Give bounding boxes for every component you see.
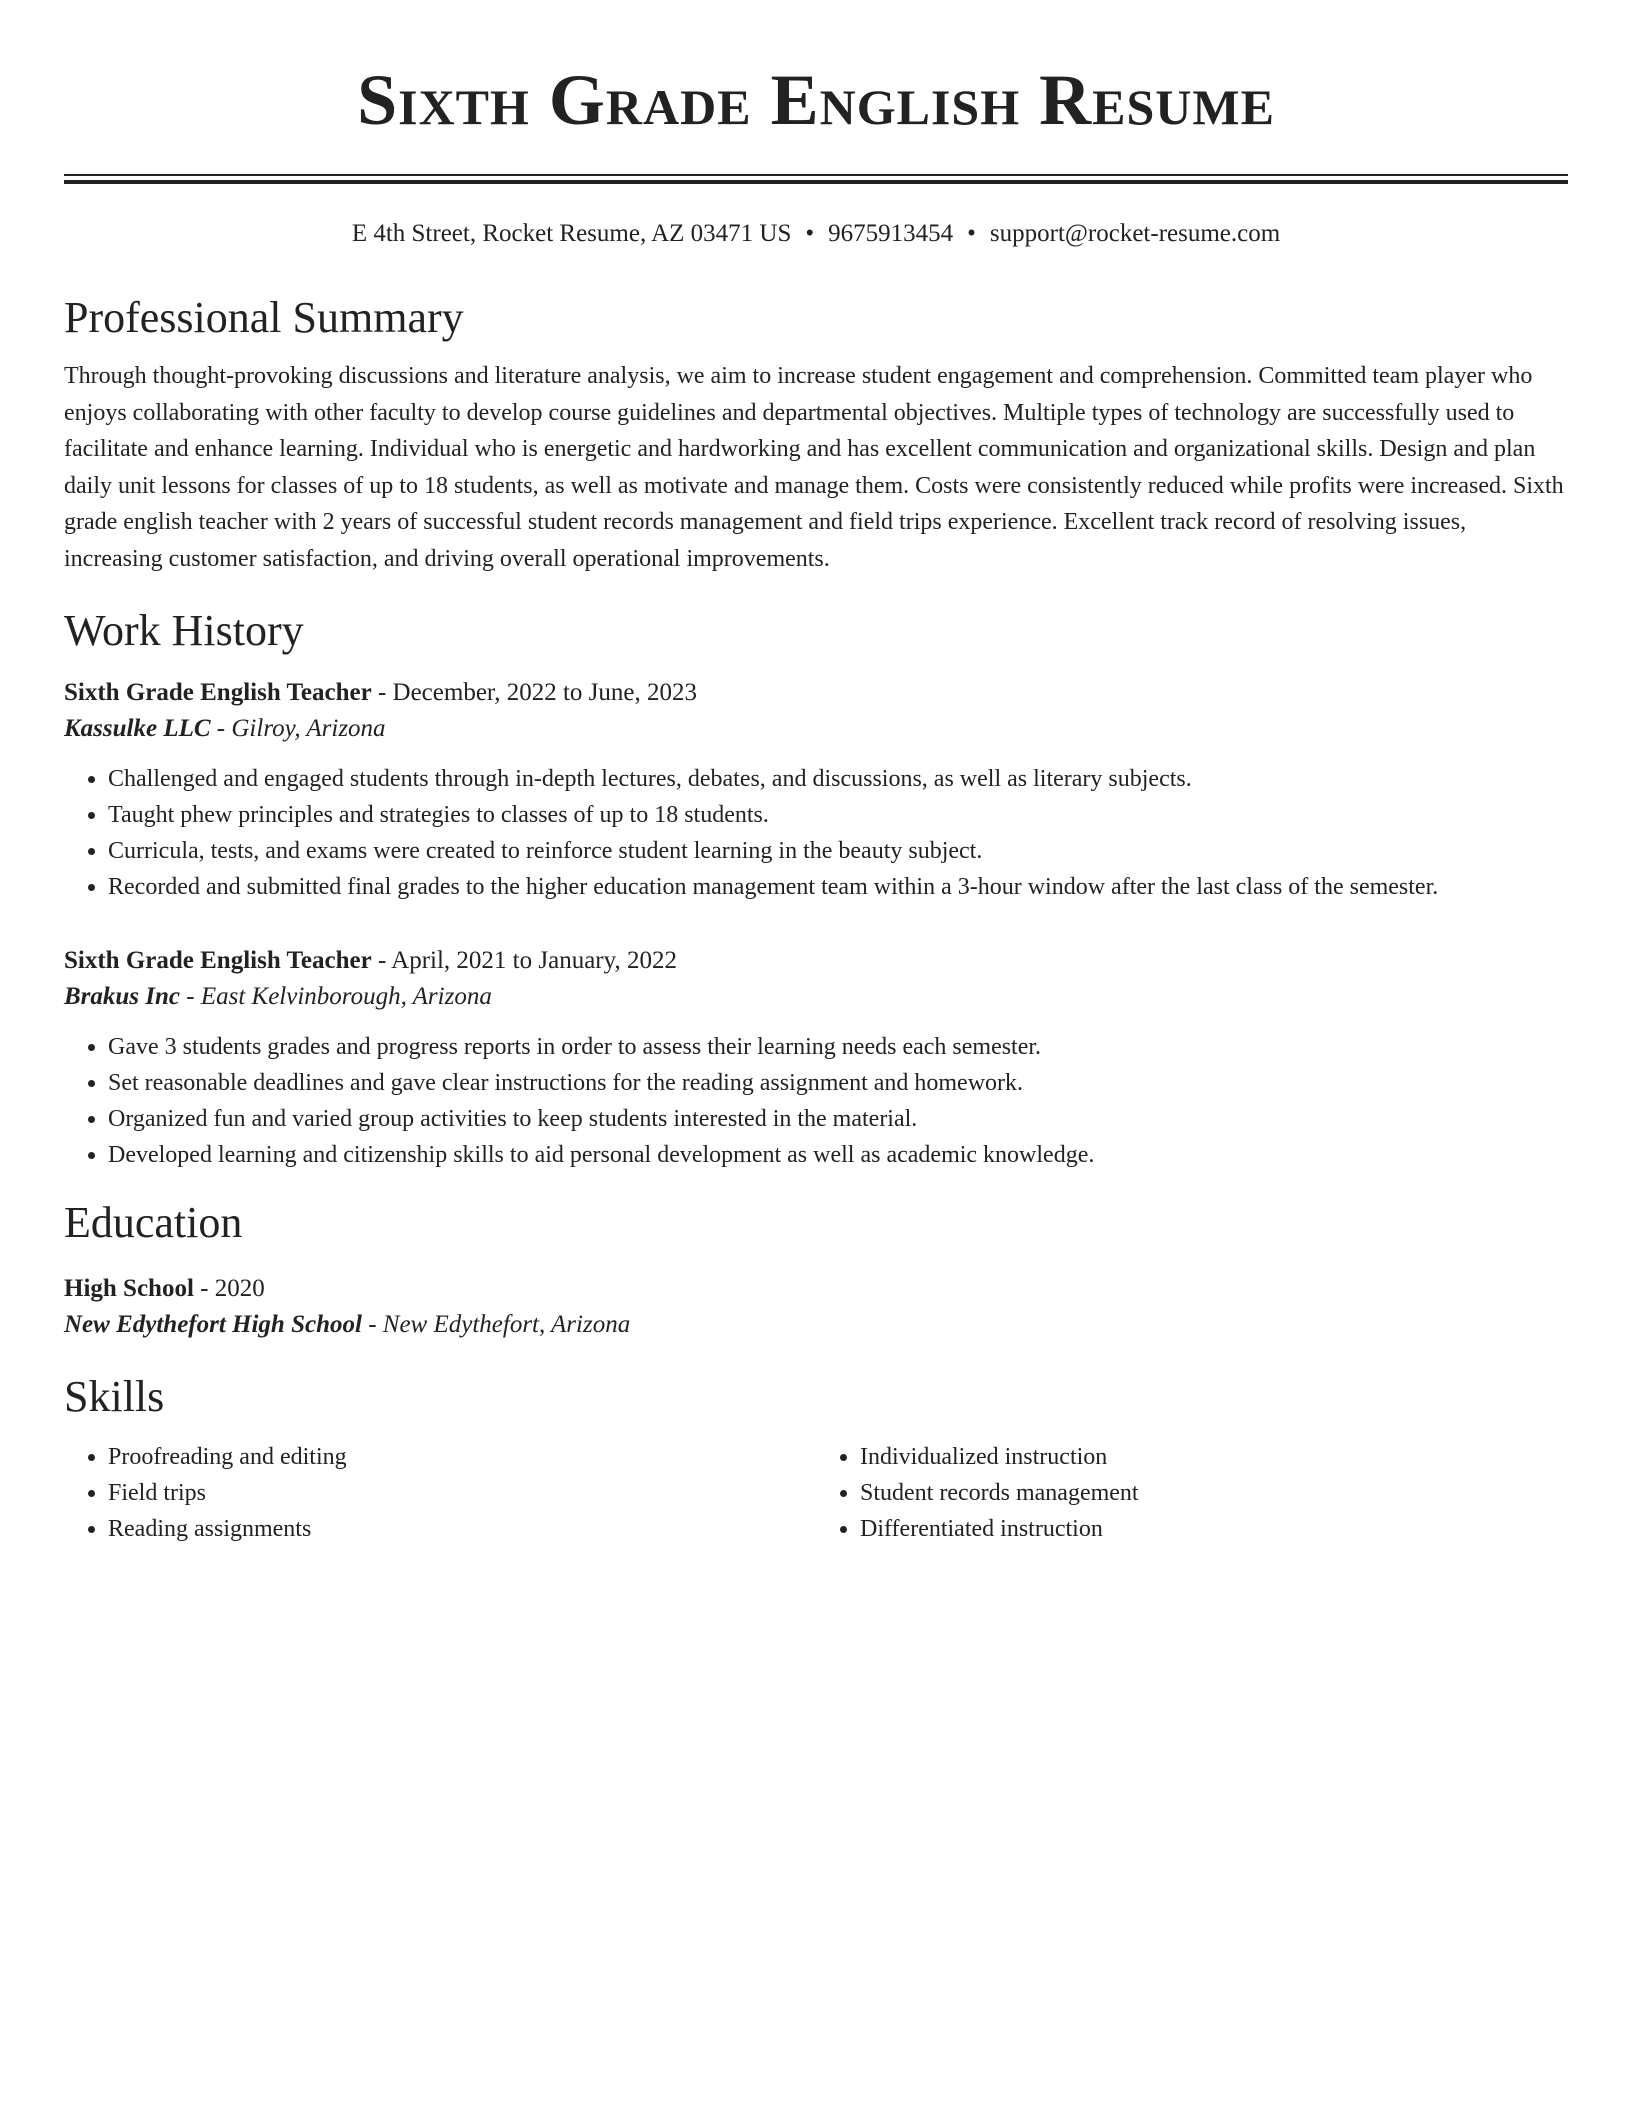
job-company-line	[64, 979, 1568, 1015]
summary-heading: Professional Summary	[64, 293, 464, 342]
skills-heading: Skills	[64, 1372, 165, 1421]
job-bullet: • Recorded and submitted final grades to the higher education management team within a 3-hour window after the last class of the semester.	[108, 869, 1568, 905]
education-degree-line	[64, 1271, 1568, 1307]
contact-phone: 9675913454	[828, 220, 954, 247]
contact-email: support@rocket-resume.com	[989, 220, 1281, 247]
skills-columns	[64, 1439, 1568, 1547]
education-school-line	[64, 1307, 1568, 1343]
job-location: - Gilroy, Arizona	[210, 715, 386, 742]
education-degree: High School	[64, 1275, 194, 1302]
job-title-line	[64, 675, 1568, 711]
contact-address: E 4th Street, Rocket Resume, AZ 03471 US	[351, 220, 792, 247]
job-title: Sixth Grade English Teacher	[64, 947, 372, 974]
job-entry	[64, 943, 1568, 1173]
title-divider	[64, 174, 1568, 184]
job-bullets	[64, 761, 1568, 905]
job-bullet: • Set reasonable deadlines and gave clear instructions for the reading assignment and homework.	[108, 1065, 1568, 1101]
education-school: New Edythefort High School	[64, 1311, 362, 1338]
education-heading: Education	[64, 1198, 243, 1247]
work-history-section	[64, 605, 1568, 1173]
job-bullet: • Curricula, tests, and exams were created to reinforce student learning in the beauty subject.	[108, 833, 1568, 869]
job-dates: - December, 2022 to June, 2023	[371, 679, 698, 706]
job-entry	[64, 675, 1568, 905]
skills-section	[64, 1371, 1568, 1547]
skill-item: • Differentiated instruction	[860, 1511, 1568, 1547]
education-location: - New Edythefort, Arizona	[361, 1311, 631, 1338]
resume-title: Sixth Grade English Resume	[357, 60, 1275, 140]
summary-section	[64, 292, 1568, 577]
contact-separator: •	[805, 220, 815, 247]
contact-separator: •	[967, 220, 976, 247]
education-section	[64, 1197, 1568, 1343]
education-year: - 2020	[193, 1275, 265, 1302]
job-company-line	[64, 711, 1568, 747]
job-company: Kassulke LLC	[64, 715, 211, 742]
job-bullet: • Developed learning and citizenship skills to aid personal development as well as academic knowledge.	[108, 1137, 1568, 1173]
job-bullets	[64, 1029, 1568, 1173]
job-company: Brakus Inc	[64, 983, 181, 1010]
job-title-line	[64, 943, 1568, 979]
job-bullet: • Taught phew principles and strategies to classes of up to 18 students.	[108, 797, 1568, 833]
skill-item: • Individualized instruction	[860, 1439, 1568, 1475]
skill-item: • Reading assignments	[108, 1511, 816, 1547]
summary-text: Through thought-provoking discussions and literature analysis, we aim to increase student engagement and comprehension. Committed team player who enjoys collaborating with other faculty to develop course guidelines and departmental objectives. Multiple types of technology are successfully used to facilitate and enhance learning. Individual who is energetic and hardworking and has excellent communication and organizational skills. Design and plan daily unit lessons for classes of up to 18 students, as well as motivate and manage them. Costs were consistently reduced while profits were increased. Sixth grade english teacher with 2 years of successful student records management and field trips experience. Excellent track record of resolving issues, increasing customer satisfaction, and driving overall operational improvements.	[64, 363, 1564, 572]
job-dates: - April, 2021 to January, 2022	[371, 947, 677, 974]
contact-line	[64, 218, 1568, 250]
job-location: - East Kelvinborough, Arizona	[180, 983, 492, 1010]
work-history-heading: Work History	[64, 606, 304, 655]
skill-item: • Field trips	[108, 1475, 816, 1511]
job-bullet: • Organized fun and varied group activities to keep students interested in the material.	[108, 1101, 1568, 1137]
job-bullet: • Gave 3 students grades and progress reports in order to assess their learning needs each semester.	[108, 1029, 1568, 1065]
skill-item: • Proofreading and editing	[108, 1439, 816, 1475]
skills-right-column	[816, 1439, 1568, 1547]
job-title: Sixth Grade English Teacher	[64, 679, 372, 706]
skill-item: • Student records management	[860, 1475, 1568, 1511]
skills-left-column	[64, 1439, 816, 1547]
job-bullet: • Challenged and engaged students through in-depth lectures, debates, and discussions, as well as literary subjects.	[108, 761, 1568, 797]
